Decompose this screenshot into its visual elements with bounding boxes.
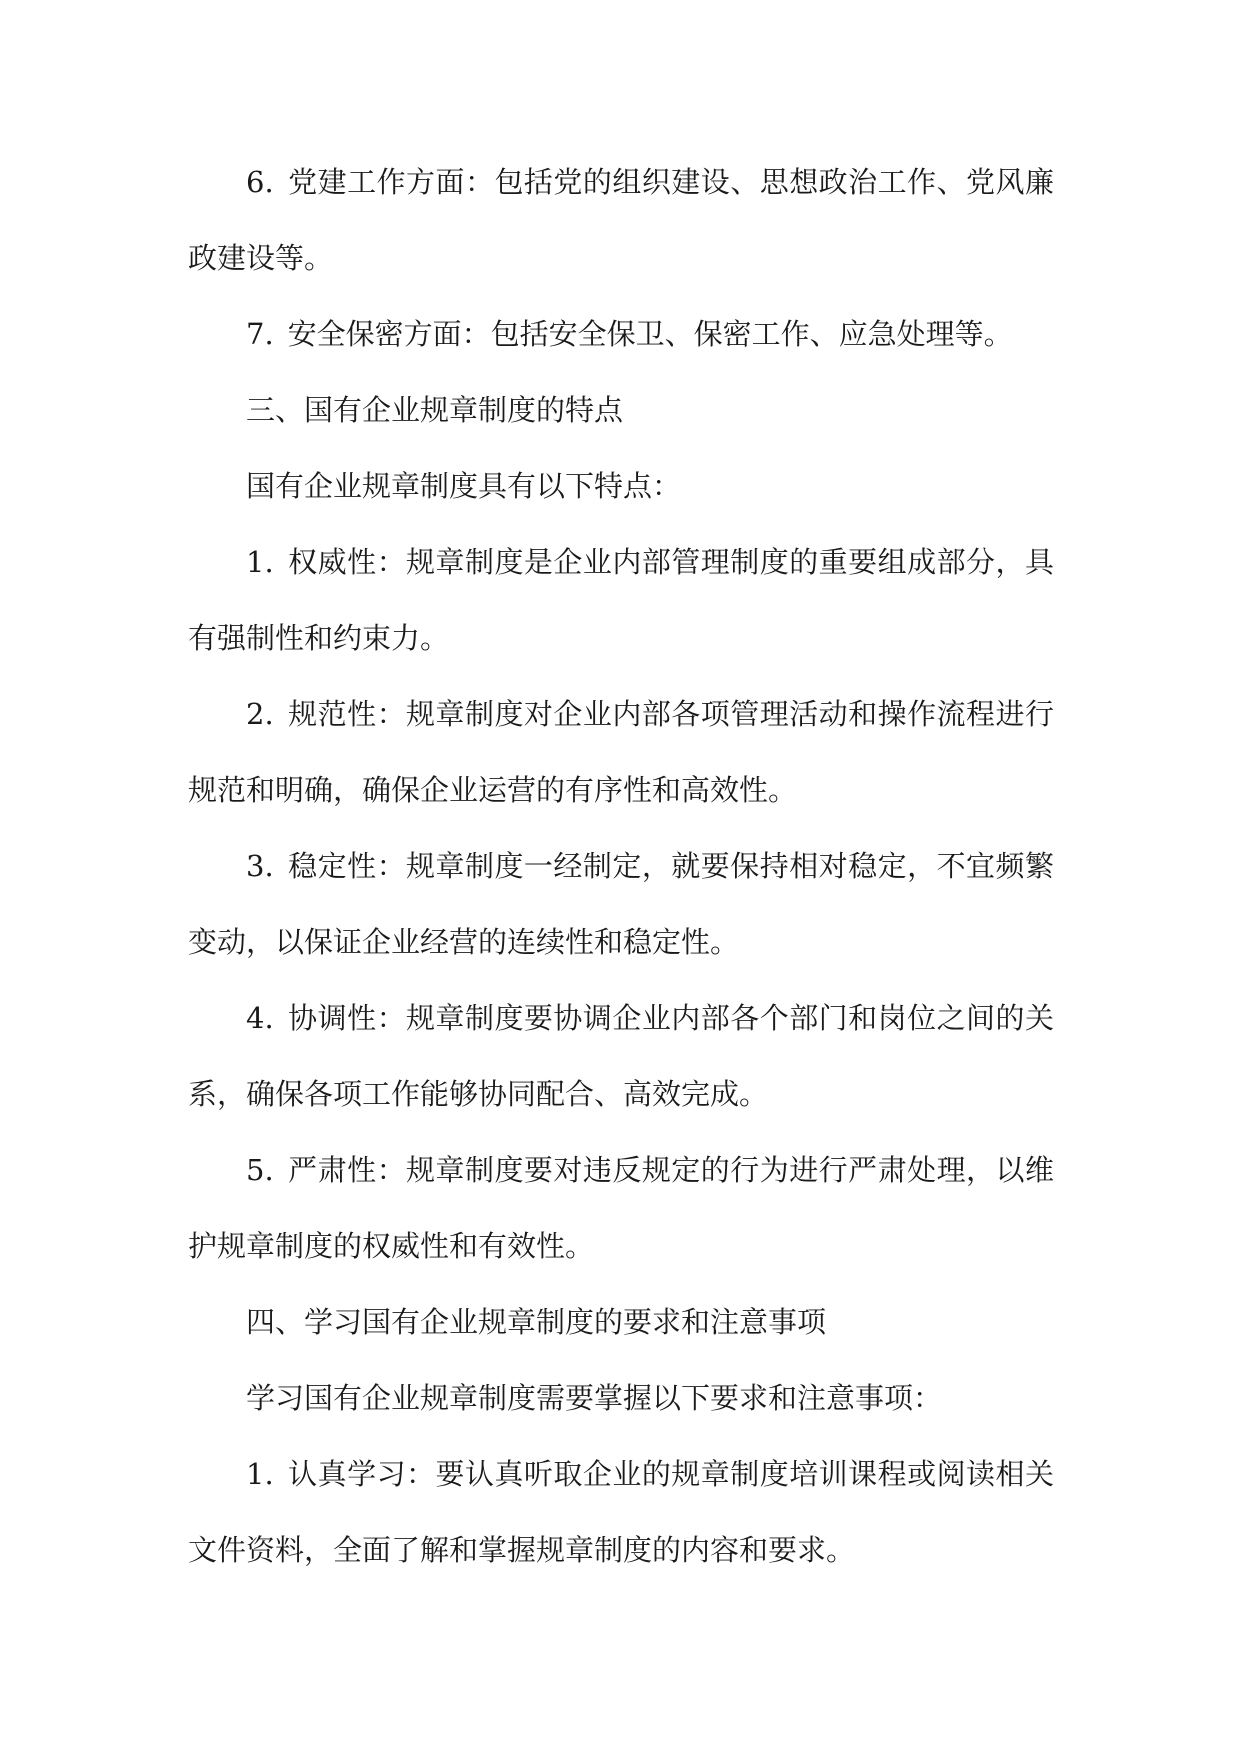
- paragraph-authority: [188, 524, 1054, 676]
- item-number: 4.: [246, 1001, 274, 1035]
- paragraph-text: 安全保密方面：包括安全保卫、保密工作、应急处理等。: [287, 317, 1013, 351]
- item-number: 6.: [246, 165, 274, 199]
- paragraph-text: 规范性：规章制度对企业内部各项管理活动和操作流程进行规范和明确，确保企业运营的有序性和高效性。: [188, 697, 1054, 807]
- item-number: 2.: [246, 697, 274, 731]
- paragraph-party-building: [188, 144, 1054, 296]
- item-number: 5.: [246, 1153, 274, 1187]
- heading-text: 三、国有企业规章制度的特点: [246, 393, 624, 427]
- paragraph-coordination: [188, 980, 1054, 1132]
- paragraph-features-intro: [188, 448, 1054, 524]
- paragraph-security: [188, 296, 1054, 372]
- paragraph-text: 稳定性：规章制度一经制定，就要保持相对稳定，不宜频繁变动，以保证企业经营的连续性和稳定性。: [188, 849, 1054, 959]
- paragraph-seriousness: [188, 1132, 1054, 1284]
- section-heading-4: [188, 1284, 1054, 1360]
- item-number: 7.: [246, 317, 274, 351]
- paragraph-text: 认真学习：要认真听取企业的规章制度培训课程或阅读相关文件资料，全面了解和掌握规章制度的内容和要求。: [188, 1457, 1054, 1567]
- paragraph-normativity: [188, 676, 1054, 828]
- paragraph-stability: [188, 828, 1054, 980]
- section-heading-3: [188, 372, 1054, 448]
- paragraph-careful-study: [188, 1436, 1054, 1588]
- document-body: [188, 144, 1054, 1588]
- paragraph-text: 学习国有企业规章制度需要掌握以下要求和注意事项：: [246, 1381, 943, 1415]
- item-number: 1.: [246, 1457, 274, 1491]
- item-number: 1.: [246, 545, 274, 579]
- paragraph-text: 严肃性：规章制度要对违反规定的行为进行严肃处理，以维护规章制度的权威性和有效性。: [188, 1153, 1054, 1263]
- paragraph-text: 协调性：规章制度要协调企业内部各个部门和岗位之间的关系，确保各项工作能够协同配合、高效完成。: [188, 1001, 1054, 1111]
- paragraph-text: 国有企业规章制度具有以下特点：: [246, 469, 682, 503]
- paragraph-text: 党建工作方面：包括党的组织建设、思想政治工作、党风廉政建设等。: [188, 165, 1054, 275]
- heading-text: 四、学习国有企业规章制度的要求和注意事项: [246, 1305, 827, 1339]
- paragraph-requirements-intro: [188, 1360, 1054, 1436]
- paragraph-text: 权威性：规章制度是企业内部管理制度的重要组成部分，具有强制性和约束力。: [188, 545, 1054, 655]
- item-number: 3.: [246, 849, 274, 883]
